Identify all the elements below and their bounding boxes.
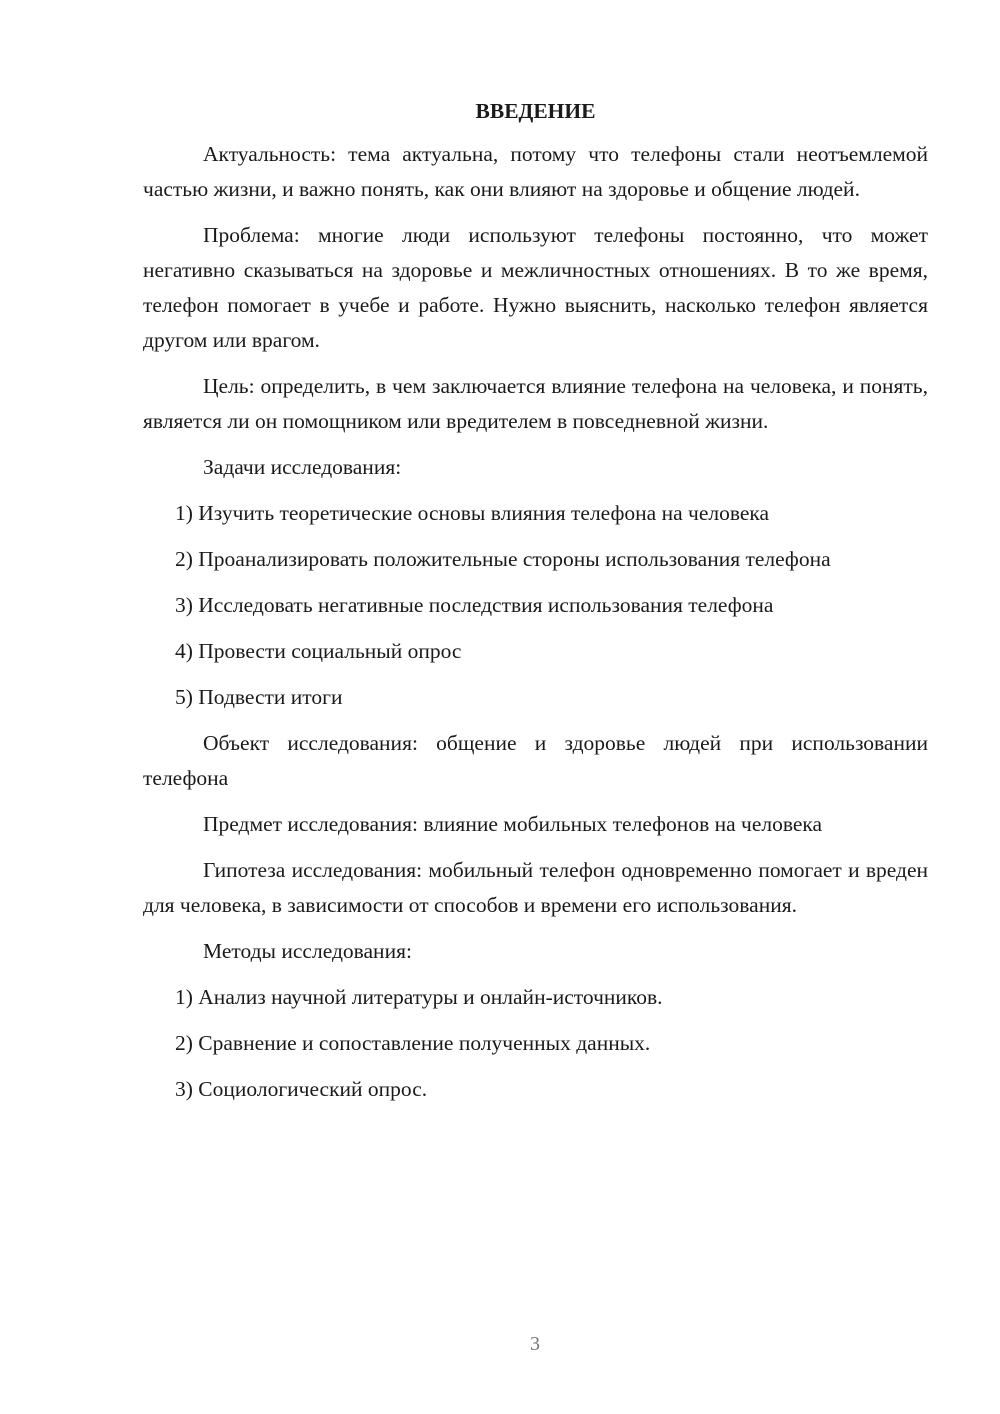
page-number: 3: [530, 1333, 540, 1355]
hypothesis-paragraph: Гипотеза исследования: мобильный телефон одновременно помогает и вреден для человека, в зависимости от способов и времени его использования.: [143, 858, 928, 917]
subject-paragraph: Предмет исследования: влияние мобильных телефонов на человека: [203, 812, 823, 836]
goal-paragraph: Цель: определить, в чем заключается влияние телефона на человека, и понять, является ли он помощником или вредителем в повседневной жизни.: [143, 374, 928, 433]
task-item-4: 4) Провести социальный опрос: [175, 639, 462, 663]
task-item-1: 1) Изучить теоретические основы влияния телефона на человека: [175, 501, 770, 525]
document-page: [143, 96, 928, 1118]
problem-paragraph: Проблема: многие люди используют телефоны постоянно, что может негативно сказываться на здоровье и межличностных отношениях. В то же время, телефон помогает в учебе и работе. Нужно выяснить, насколько телефон является другом или врагом.: [143, 223, 928, 352]
method-item-2: 2) Сравнение и сопоставление полученных данных.: [175, 1031, 651, 1055]
tasks-heading: Задачи исследования:: [203, 455, 402, 479]
method-item-1: 1) Анализ научной литературы и онлайн-источников.: [175, 985, 663, 1009]
section-title: ВВЕДЕНИЕ: [475, 99, 596, 123]
methods-heading: Методы исследования:: [203, 939, 412, 963]
task-item-2: 2) Проанализировать положительные стороны использования телефона: [175, 547, 831, 571]
task-item-3: 3) Исследовать негативные последствия использования телефона: [175, 593, 774, 617]
task-item-5: 5) Подвести итоги: [175, 685, 343, 709]
method-item-3: 3) Социологический опрос.: [175, 1077, 428, 1101]
object-paragraph: Объект исследования: общение и здоровье людей при использовании телефона: [143, 731, 928, 790]
relevance-paragraph: Актуальность: тема актуальна, потому что телефоны стали неотъемлемой частью жизни, и важно понять, как они влияют на здоровье и общение людей.: [143, 142, 928, 201]
